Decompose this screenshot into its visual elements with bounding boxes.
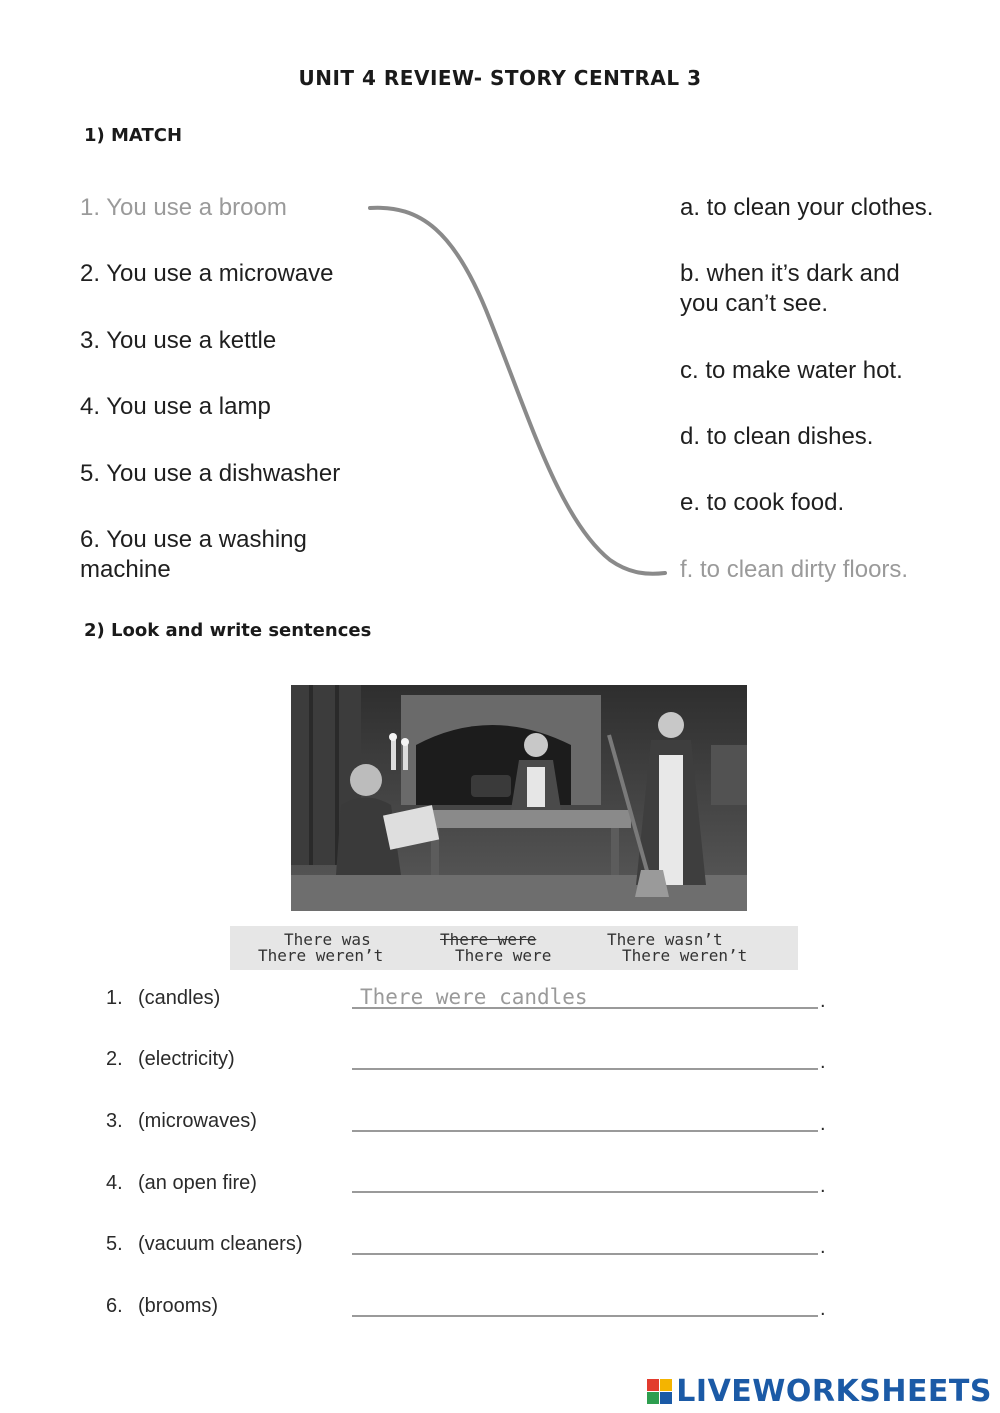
question-number: 3. [106, 1110, 123, 1132]
match-left-item-1[interactable]: 1. You use a broom [80, 194, 287, 221]
answer-line [352, 1130, 818, 1132]
liveworksheets-brand[interactable] [647, 1374, 992, 1409]
match-left-item-2[interactable]: 2. You use a microwave [80, 260, 334, 287]
answer-line [352, 1007, 818, 1009]
match-connector-line [0, 0, 1000, 620]
section-heading-match: 1) MATCH [84, 125, 183, 146]
question-prompt: (microwaves) [138, 1110, 257, 1132]
question-prompt: (vacuum cleaners) [138, 1233, 303, 1255]
match-left-item-5[interactable]: 5. You use a dishwasher [80, 460, 341, 487]
sentence-period: . [820, 1051, 826, 1073]
page-title: UNIT 4 REVIEW- STORY CENTRAL 3 [298, 66, 702, 90]
sentence-period: . [820, 990, 826, 1012]
word-bank-item: There weren’t [622, 946, 748, 965]
section-heading-write: 2) Look and write sentences [84, 620, 372, 641]
question-number: 5. [106, 1233, 123, 1255]
sentence-period: . [820, 1113, 826, 1135]
word-bank-item: There wasn’t [607, 930, 723, 949]
match-right-item-a[interactable]: a. to clean your clothes. [680, 194, 934, 221]
match-left-item-6[interactable]: 6. You use a washing [80, 526, 307, 553]
match-right-item-b[interactable]: b. when it’s dark and [680, 260, 900, 287]
word-bank-item: There were [455, 946, 552, 965]
match-right-item-c[interactable]: c. to make water hot. [680, 357, 903, 384]
question-prompt: (electricity) [138, 1048, 235, 1070]
word-bank [230, 926, 798, 970]
word-bank-item: There was [284, 930, 371, 949]
word-bank-item-used: There were [440, 930, 537, 949]
match-right-item-e[interactable]: e. to cook food. [680, 489, 845, 516]
question-prompt: (brooms) [138, 1295, 219, 1317]
match-right-item-b-cont: you can’t see. [680, 290, 829, 317]
answer-line [352, 1315, 818, 1317]
match-left-item-3[interactable]: 3. You use a kettle [80, 327, 277, 354]
question-number: 2. [106, 1048, 123, 1070]
match-left-item-6-cont: machine [80, 556, 171, 583]
question-number: 1. [106, 987, 123, 1009]
question-prompt: (an open fire) [138, 1172, 257, 1194]
match-right-item-d[interactable]: d. to clean dishes. [680, 423, 874, 450]
match-left-item-4[interactable]: 4. You use a lamp [80, 393, 271, 420]
answer-line [352, 1191, 818, 1193]
question-number: 4. [106, 1172, 123, 1194]
sentence-period: . [820, 1236, 826, 1258]
word-bank-item: There weren’t [258, 946, 384, 965]
sentence-period: . [820, 1175, 826, 1197]
sentence-period: . [820, 1298, 826, 1320]
match-right-item-f[interactable]: f. to clean dirty floors. [680, 556, 909, 583]
liveworksheets-logo-icon [647, 1379, 673, 1405]
answer-line [352, 1068, 818, 1070]
question-prompt: (candles) [138, 987, 221, 1009]
question-number: 6. [106, 1295, 123, 1317]
answer-line [352, 1253, 818, 1255]
kitchen-scene-image [291, 685, 747, 911]
brand-text: LIVEWORKSHEETS [676, 1374, 992, 1409]
